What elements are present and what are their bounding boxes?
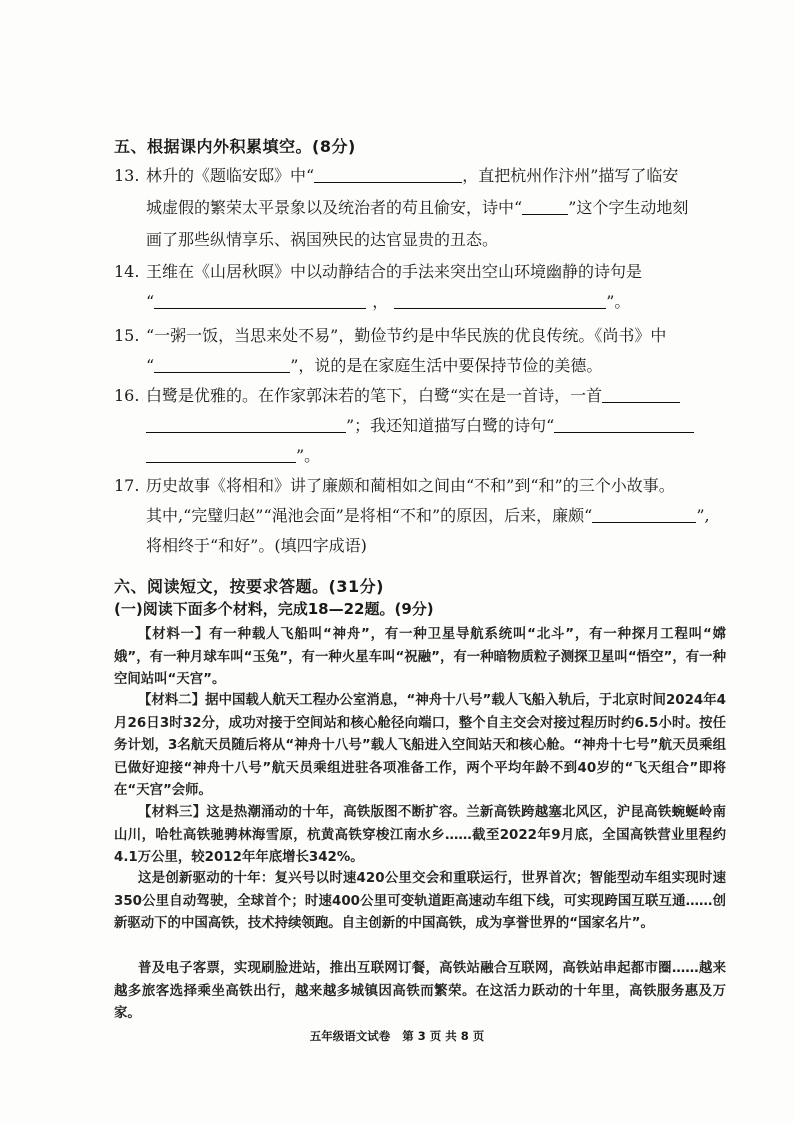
q16-line3 <box>146 446 320 466</box>
q15-number: 15. <box>114 326 140 345</box>
q13-blank-char[interactable] <box>522 199 568 215</box>
q15-text: “ <box>146 356 155 375</box>
q13-text: 城虚假的繁荣太平景象以及统治者的苟且偷安，诗中“ <box>146 198 523 217</box>
q14-text: “ <box>146 292 155 311</box>
q17-line2 <box>146 506 710 526</box>
q16-text: ”。 <box>296 446 321 465</box>
q15-blank[interactable] <box>154 357 290 373</box>
q16-text: 白鹭是优雅的。在作家郭沫若的笔下，白鹭“实在是一首诗，一首 <box>146 386 603 405</box>
q15-line1: “一粥一饭，当思来处不易”，勤俭节约是中华民族的优良传统。《尚书》中 <box>146 326 667 345</box>
q13-text: 林升的《题临安邸》中“ <box>146 166 315 185</box>
q16-blank-2b[interactable] <box>146 447 296 463</box>
material-1: 【材料一】有一种载人飞船叫“神舟”，有一种卫星导航系统叫“北斗”，有一种探月工程叫“嫦娥”，有一种月球车叫“玉兔”，有一种火星车叫“祝融”，有一种暗物质粒子测探卫星叫“悟空”，有一种空间站叫“天宫”。 <box>114 627 726 687</box>
q16-blank-1b[interactable] <box>146 417 346 433</box>
q15-line2 <box>146 356 602 376</box>
material-2: 【材料二】据中国载人航天工程办公室消息，“神舟十八号”载人飞船入轨后，于北京时间2024年4月26日3时32分，成功对接于空间站和核心舱径向端口，整个自主交会对接过程历时约6.5小时。按任务计划，3名航天员随后将从“神舟十八号”载人飞船进入空间站天和核心舱。“神舟十七号”航天员乘组已做好迎接“神舟十八号”航天员乘组进驻各项准备工作，两个平均年龄不到40岁的“飞天组合”即将在“天宫”会师。 <box>114 693 726 798</box>
material-3-paragraph-1: 【材料三】这是热潮涌动的十年，高铁版图不断扩容。兰新高铁跨越塞北风区，沪昆高铁蜿蜒岭南山川，哈牡高铁驰骋林海雪原，杭黄高铁穿梭江南水乡……截至2022年9月底，全国高铁营业里程约4.1万公里，较2012年年底增长342%。 <box>114 805 726 865</box>
q14-number: 14. <box>114 262 140 281</box>
material-3-paragraph-2: 这是创新驱动的十年：复兴号以时速420公里交会和重联运行，世界首次；智能型动车组实现时速350公里自动驾驶，全球首个；时速400公里可变轨道距高速动车组下线，可实现跨国互联互通……创新驱动下的中国高铁，技术持续领跑。自主创新的中国高铁，成为享誉世界的“国家名片”。 <box>114 871 726 931</box>
section5-title: 五、根据课内外积累填空。(8分) <box>114 137 356 156</box>
q14-text: ”。 <box>606 292 631 311</box>
q17-number: 17. <box>114 476 140 495</box>
q14-line2 <box>146 292 630 312</box>
page-footer <box>0 1028 794 1044</box>
q16-blank-2a[interactable] <box>554 417 694 433</box>
q16-line2 <box>146 416 694 436</box>
q16-blank-1a[interactable] <box>602 387 680 403</box>
q14-blank-2[interactable] <box>394 293 606 309</box>
q16-line1 <box>146 386 680 406</box>
q13-line1 <box>146 166 678 186</box>
q17-line3: 将相终于“和好”。(填四字成语) <box>146 536 367 555</box>
q13-blank-verse[interactable] <box>314 167 462 183</box>
q13-line2 <box>146 198 688 218</box>
material-3-paragraph-3: 普及电子客票，实现刷脸进站，推出互联网订餐，高铁站融合互联网，高铁站串起都市圈……越来越多旅客选择乘坐高铁出行，越来越多城镇因高铁而繁荣。在这活力跃动的十年里，高铁服务惠及万家。 <box>114 961 726 1021</box>
q16-text: ”；我还知道描写白鹭的诗句“ <box>346 416 555 435</box>
section6-title: 六、阅读短文，按要求答题。(31分) <box>114 577 384 596</box>
q13-number: 13. <box>114 166 140 185</box>
q17-text: ”, <box>696 506 710 525</box>
q13-text: ”这个字生动地刻 <box>568 198 689 217</box>
q13-line3: 画了那些纵情享乐、祸国殃民的达官显贵的丑态。 <box>146 230 499 249</box>
section6-subtitle: (一)阅读下面多个材料，完成18—22题。(9分) <box>114 600 434 618</box>
q16-number: 16. <box>114 386 140 405</box>
q14-blank-1[interactable] <box>154 293 366 309</box>
q17-line1: 历史故事《将相和》讲了廉颇和蔺相如之间由“不和”到“和”的三个小故事。 <box>146 476 675 495</box>
q17-blank[interactable] <box>592 507 696 523</box>
q13-text: ，直把杭州作汴州”描写了临安 <box>462 166 679 185</box>
q14-line1: 王维在《山居秋暝》中以动静结合的手法来突出空山环境幽静的诗句是 <box>146 262 643 281</box>
q17-text: 其中,“完璧归赵”“渑池会面”是将相“不和”的原因，后来，廉颇“ <box>146 506 593 525</box>
footer-exam-name: 五年级语文试卷 <box>309 1029 391 1043</box>
footer-page-number: 第 3 页 共 8 页 <box>402 1029 485 1043</box>
q14-text: ， <box>372 292 389 311</box>
q15-text: ”，说的是在家庭生活中要保持节俭的美德。 <box>290 356 603 375</box>
